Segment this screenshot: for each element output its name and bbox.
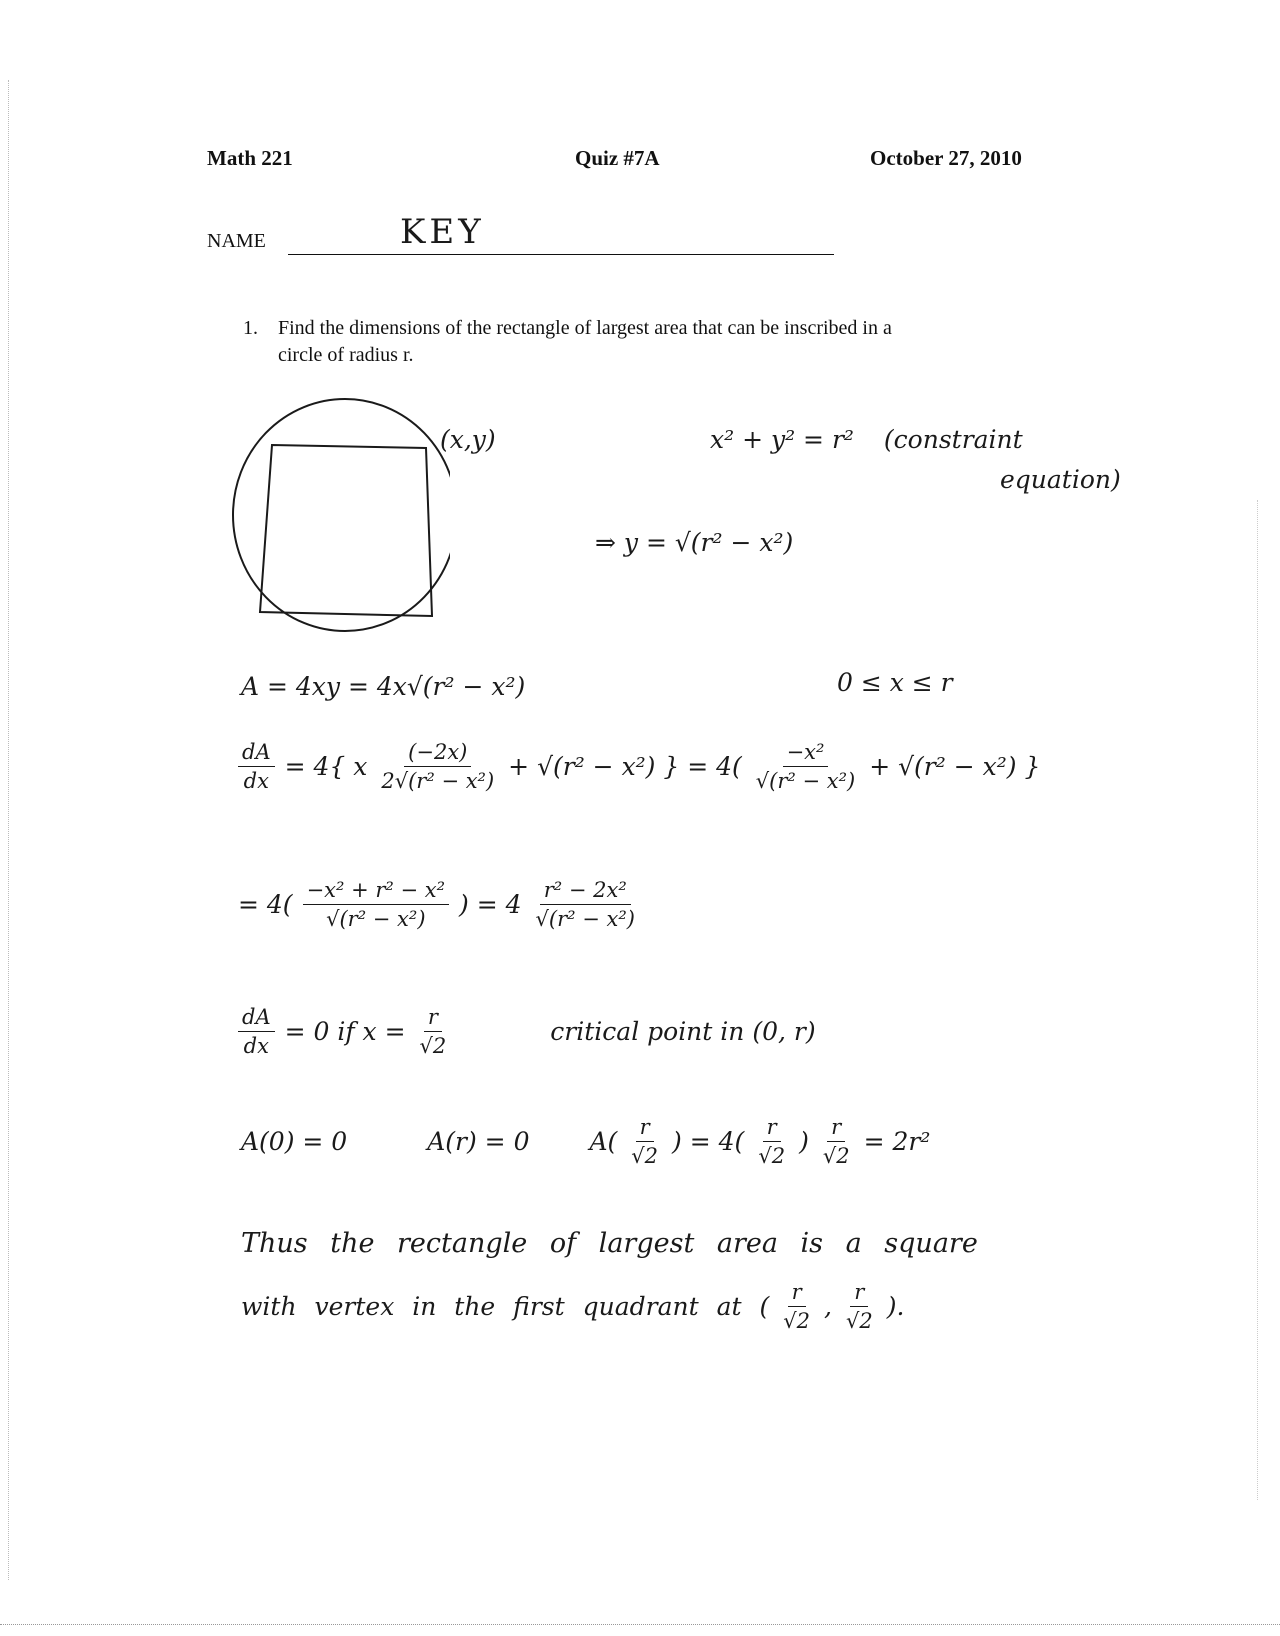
fraction xyxy=(303,878,449,931)
text: ) = 4 xyxy=(459,890,522,920)
name-label: NAME xyxy=(207,230,266,252)
scan-edge-bottom xyxy=(0,1624,1280,1625)
fraction xyxy=(532,878,639,931)
critical-point-line xyxy=(238,1005,816,1058)
rectangle xyxy=(260,445,432,616)
question-line-2: circle of radius r. xyxy=(278,344,414,366)
conclusion-line-2 xyxy=(241,1280,904,1333)
fraction xyxy=(842,1280,877,1333)
fraction xyxy=(779,1280,814,1333)
numerator: r xyxy=(424,1005,442,1032)
numerator: r xyxy=(827,1115,845,1142)
domain: 0 ≤ x ≤ r xyxy=(837,668,953,697)
text: ). xyxy=(886,1292,905,1322)
denominator: √2 xyxy=(822,1144,850,1169)
numerator: −x² xyxy=(783,740,829,767)
derivative-symbol xyxy=(238,1005,275,1058)
name-value: KEY xyxy=(400,212,485,252)
fraction xyxy=(377,740,498,793)
text: = 2r² xyxy=(863,1127,931,1157)
circle xyxy=(233,399,450,631)
text: + √(r² − x²) } xyxy=(869,752,1041,782)
course-title: Math 221 xyxy=(207,146,293,170)
quiz-title: Quiz #7A xyxy=(575,146,660,170)
scan-edge-right xyxy=(1257,500,1258,1500)
fraction xyxy=(754,1115,789,1168)
numerator: r² − 2x² xyxy=(540,878,631,905)
inscribed-rectangle-diagram xyxy=(220,395,450,645)
area-function: A = 4xy = 4x√(r² − x²) xyxy=(241,672,526,701)
text: = 4( xyxy=(238,890,293,920)
question-number: 1. xyxy=(243,317,258,339)
denominator: √(r² − x²) xyxy=(535,907,635,932)
fraction xyxy=(819,1115,854,1168)
numerator: (−2x) xyxy=(404,740,471,767)
endpoint-evaluation-line xyxy=(241,1115,930,1168)
text: with vertex in the first quadrant at ( xyxy=(241,1292,770,1322)
numerator: dA xyxy=(238,1005,275,1032)
numerator: dA xyxy=(238,740,275,767)
denominator: √(r² − x²) xyxy=(326,907,426,932)
constraint-note-2: equation) xyxy=(1000,465,1121,494)
scan-edge-left xyxy=(8,80,9,1580)
numerator: r xyxy=(850,1280,868,1307)
denominator: √2 xyxy=(845,1309,873,1334)
question-line-1: Find the dimensions of the rectangle of largest area that can be inscribed in a xyxy=(278,317,892,339)
text: = 4{ x xyxy=(284,752,368,782)
critical-note: critical point in (0, r) xyxy=(550,1017,816,1047)
fraction xyxy=(416,1005,451,1058)
constraint-eq: x² + y² = r² xyxy=(710,425,854,454)
simplify-line xyxy=(238,878,639,931)
derivative-symbol xyxy=(238,740,275,793)
a-r: A(r) = 0 xyxy=(427,1127,530,1157)
denominator: √(r² − x²) xyxy=(755,769,856,794)
vertex-label: (x,y) xyxy=(440,425,496,454)
a-zero: A(0) = 0 xyxy=(241,1127,348,1157)
fraction xyxy=(752,740,859,793)
numerator: r xyxy=(763,1115,781,1142)
text: + √(r² − x²) } = 4( xyxy=(508,752,742,782)
numerator: r xyxy=(636,1115,654,1142)
name-line xyxy=(288,254,834,255)
denominator: 2√(r² − x²) xyxy=(381,769,495,794)
quiz-date: October 27, 2010 xyxy=(870,146,1022,170)
solve-for-y: ⇒ y = √(r² − x²) xyxy=(595,528,794,557)
constraint-equation xyxy=(710,425,1023,454)
denominator: √2 xyxy=(758,1144,786,1169)
text: , xyxy=(824,1292,832,1322)
text: ) = 4( xyxy=(672,1127,745,1157)
constraint-note: (constraint xyxy=(883,425,1023,454)
conclusion-line-1: Thus the rectangle of largest area is a square xyxy=(241,1228,978,1259)
text: = 0 if x = xyxy=(284,1017,406,1047)
text: A( xyxy=(589,1127,618,1157)
denominator: √2 xyxy=(783,1309,810,1334)
denominator: √2 xyxy=(419,1034,447,1059)
derivative-line xyxy=(238,740,1040,793)
fraction xyxy=(627,1115,662,1168)
denominator: √2 xyxy=(631,1144,659,1169)
text: ) xyxy=(799,1127,809,1157)
numerator: −x² + r² − x² xyxy=(303,878,449,905)
denominator: dx xyxy=(243,1034,269,1059)
numerator: r xyxy=(788,1280,806,1307)
denominator: dx xyxy=(243,769,269,794)
